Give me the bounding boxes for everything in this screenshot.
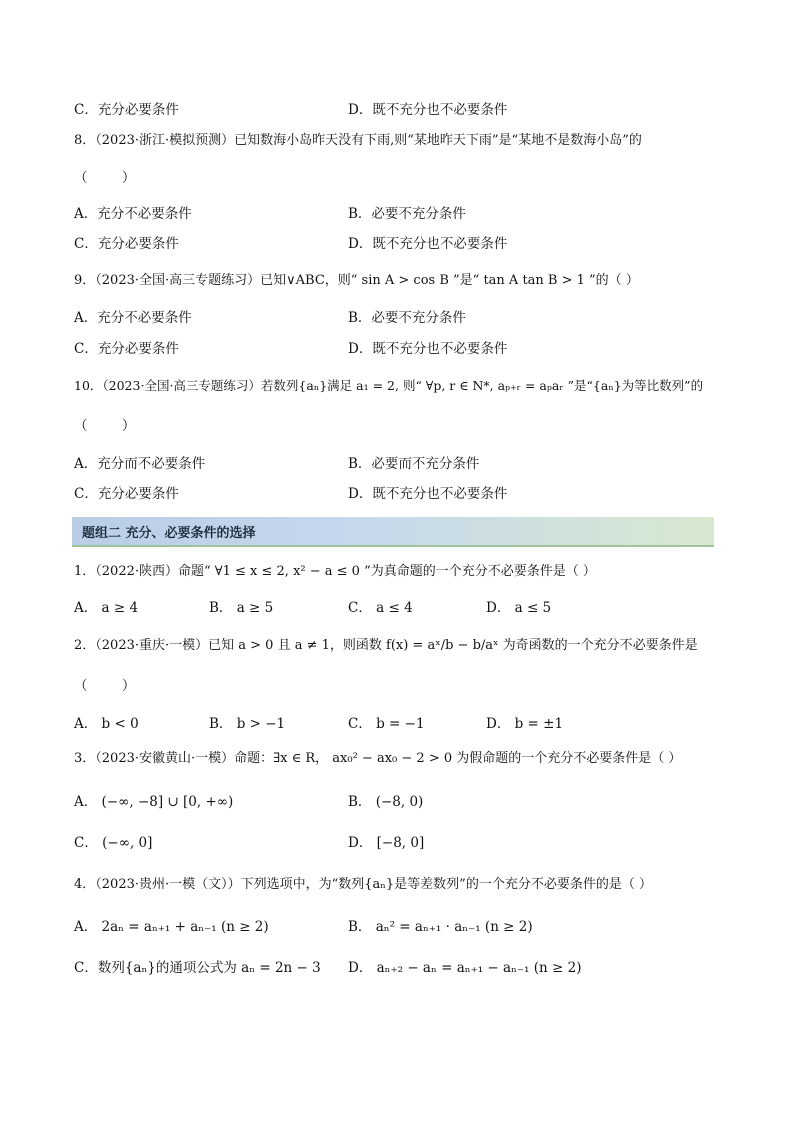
q9-option-c: C．充分必要条件 <box>74 341 179 357</box>
q8-stem: 8．（2023·浙江·模拟预测）已知数海小岛昨天没有下雨,则“某地昨天下雨”是“某地不是数海小岛”的 <box>74 133 642 148</box>
s2-answer-blank: （ ） <box>74 678 136 694</box>
q10-option-b: B．必要而不充分条件 <box>348 456 480 472</box>
q8-option-a: A．充分不必要条件 <box>74 206 192 222</box>
section-title: 题组二 充分、必要条件的选择 <box>82 526 256 541</box>
s3-option-a: A． (−∞, −8] ∪ [0, +∞) <box>74 794 234 810</box>
s4-option-a: A． 2aₙ = aₙ₊₁ + aₙ₋₁ (n ≥ 2) <box>74 919 269 935</box>
q8-answer-blank: （ ） <box>74 170 136 186</box>
s1-option-d: D． a ≤ 5 <box>486 600 552 616</box>
q9-stem: 9．（2023·全国·高三专题练习）已知∨ABC，则“ sin A > cos B ”是“ tan A tan B > 1 ”的（ ） <box>74 273 639 288</box>
q10-option-a: A．充分而不必要条件 <box>74 456 206 472</box>
s2-option-c: C． b = −1 <box>348 716 425 732</box>
s1-option-a: A． a ≥ 4 <box>74 600 139 616</box>
s1-option-c: C． a ≤ 4 <box>348 600 413 616</box>
s4-option-b: B． aₙ² = aₙ₊₁ · aₙ₋₁ (n ≥ 2) <box>348 919 533 935</box>
s4-stem: 4．（2023·贵州·一模（文））下列选项中，为“数列{aₙ}是等差数列”的一个充分不必要条件的是（ ） <box>74 877 652 892</box>
q10-option-d: D．既不充分也不必要条件 <box>348 486 508 502</box>
q8-option-c: C．充分必要条件 <box>74 236 179 252</box>
s3-stem: 3．（2023·安徽黄山·一模）命题：∃x ∈ R， ax₀² − ax₀ − 2 > 0 为假命题的一个充分不必要条件是（ ） <box>74 751 682 766</box>
q8-option-d: D．既不充分也不必要条件 <box>348 236 508 252</box>
s3-option-d: D． [−8, 0] <box>348 835 425 851</box>
s2-option-d: D． b = ±1 <box>486 716 564 732</box>
q10-answer-blank: （ ） <box>74 418 136 434</box>
q10-stem: 10．（2023·全国·高三专题练习）若数列{aₙ}满足 a₁ = 2, 则“ ∀p, r ∈ N*, aₚ₊ᵣ = aₚaᵣ ”是“{aₙ}为等比数列”的 <box>74 378 704 393</box>
q7-option-c: C．充分必要条件 <box>74 102 179 118</box>
s1-option-b: B． a ≥ 5 <box>209 600 274 616</box>
s2-option-a: A． b < 0 <box>74 716 139 732</box>
q8-option-b: B．必要不充分条件 <box>348 206 466 222</box>
section-banner <box>72 517 714 547</box>
s2-stem: 2．（2023·重庆·一模）已知 a > 0 且 a ≠ 1，则函数 f(x) = aˣ/b − b/aˣ 为奇函数的一个充分不必要条件是 <box>74 638 698 653</box>
s1-stem: 1．（2022·陕西）命题“ ∀1 ≤ x ≤ 2, x² − a ≤ 0 ”为真命题的一个充分不必要条件是（ ） <box>74 564 596 579</box>
q9-option-d: D．既不充分也不必要条件 <box>348 341 508 357</box>
s3-option-c: C． (−∞, 0] <box>74 835 153 851</box>
q9-option-b: B．必要不充分条件 <box>348 310 466 326</box>
q9-option-a: A．充分不必要条件 <box>74 310 192 326</box>
s4-option-d: D． aₙ₊₂ − aₙ = aₙ₊₁ − aₙ₋₁ (n ≥ 2) <box>348 960 582 976</box>
q10-option-c: C．充分必要条件 <box>74 486 179 502</box>
s2-option-b: B． b > −1 <box>209 716 286 732</box>
s4-option-c: C．数列{aₙ}的通项公式为 aₙ = 2n − 3 <box>74 960 321 976</box>
s3-option-b: B． (−8, 0) <box>348 794 424 810</box>
q7-option-d: D．既不充分也不必要条件 <box>348 102 508 118</box>
